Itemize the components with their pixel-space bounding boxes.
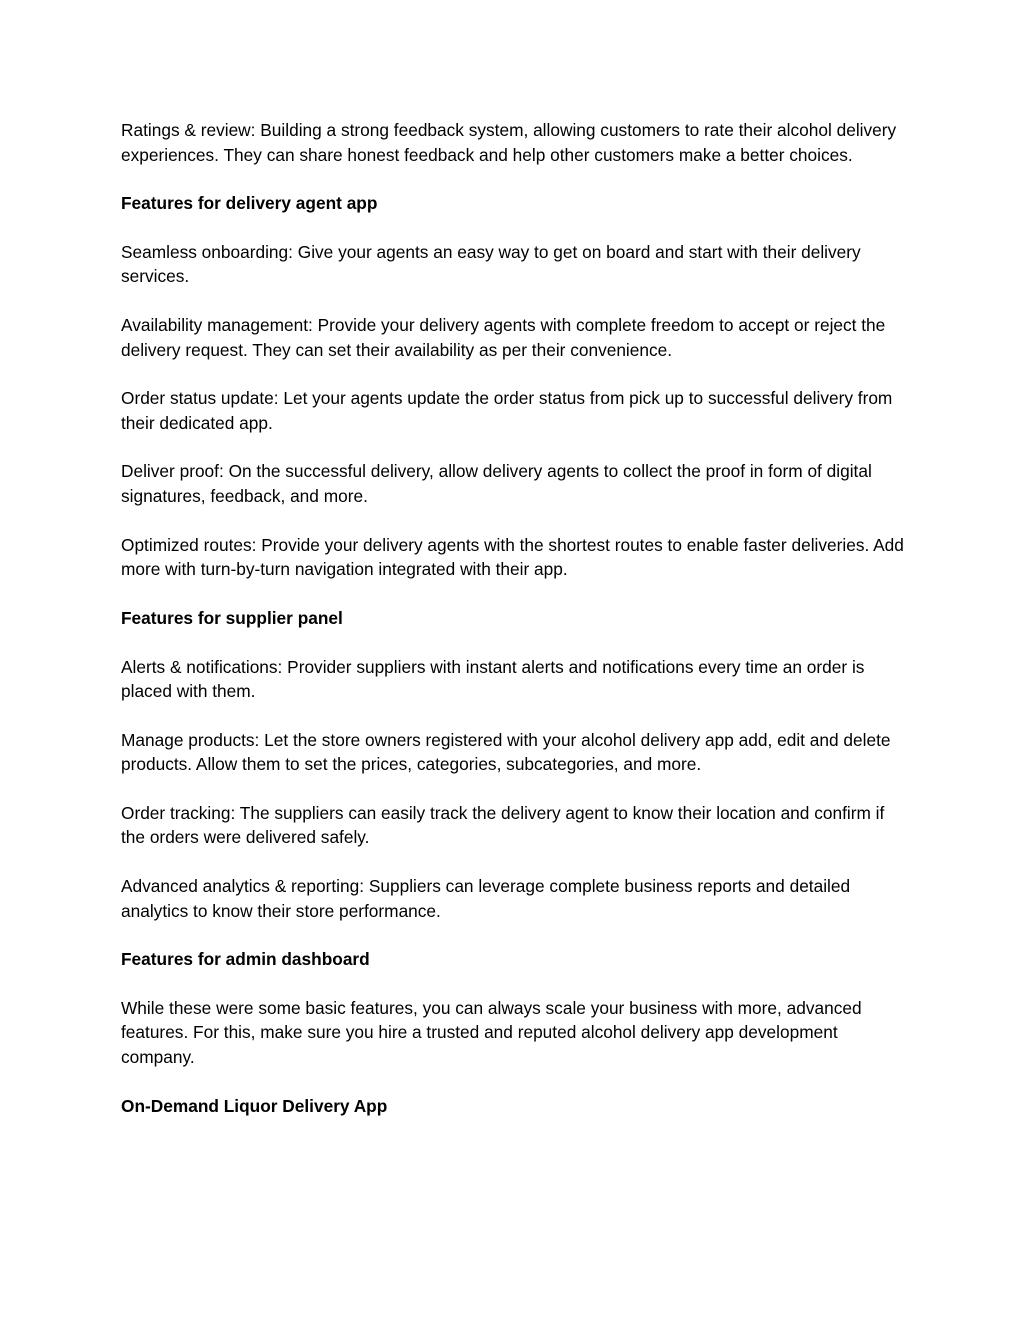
heading-admin-dashboard: Features for admin dashboard — [121, 949, 370, 970]
heading-on-demand-liquor-delivery-app: On-Demand Liquor Delivery App — [121, 1095, 388, 1116]
paragraph-order-status-update: Order status update: Let your agents update the order status from pick up to successful delivery from their dedicated app. — [121, 388, 893, 433]
paragraph-availability-management: Availability management: Provide your delivery agents with complete freedom to accept or reject the delivery request. They can set their availability as per their convenience. — [121, 315, 886, 360]
paragraph-ratings-review: Ratings & review: Building a strong feedback system, allowing customers to rate their alcohol delivery experiences. They can share honest feedback and help other customers make a better choices. — [121, 120, 897, 165]
paragraph-admin-summary: While these were some basic features, you can always scale your business with more, advanced features. For this, make sure you hire a trusted and reputed alcohol delivery app development company. — [121, 997, 862, 1067]
paragraph-order-tracking: Order tracking: The suppliers can easily track the delivery agent to know their location and confirm if the orders were delivered safely. — [121, 802, 885, 848]
paragraph-alerts-notifications: Alerts & notifications: Provider suppliers with instant alerts and notifications every time an order is placed with them. — [121, 656, 865, 701]
heading-supplier-panel: Features for supplier panel — [121, 607, 343, 628]
document-body — [121, 118, 911, 1142]
paragraph-manage-products: Manage products: Let the store owners registered with your alcohol delivery app add, edit and delete products. Allow them to set the prices, categories, subcategories, and more. — [121, 729, 891, 775]
paragraph-deliver-proof: Deliver proof: On the successful delivery, allow delivery agents to collect the proof in form of digital signatures, feedback, and more. — [121, 461, 872, 506]
heading-delivery-agent-app: Features for delivery agent app — [121, 193, 378, 214]
paragraph-optimized-routes: Optimized routes: Provide your delivery agents with the shortest routes to enable faster deliveries. Add more with turn-by-turn navigation integrated with their app. — [121, 534, 904, 580]
paragraph-advanced-analytics: Advanced analytics & reporting: Suppliers can leverage complete business reports and detailed analytics to know their store performance. — [121, 876, 851, 921]
paragraph-seamless-onboarding: Seamless onboarding: Give your agents an easy way to get on board and start with their delivery services. — [121, 241, 861, 287]
